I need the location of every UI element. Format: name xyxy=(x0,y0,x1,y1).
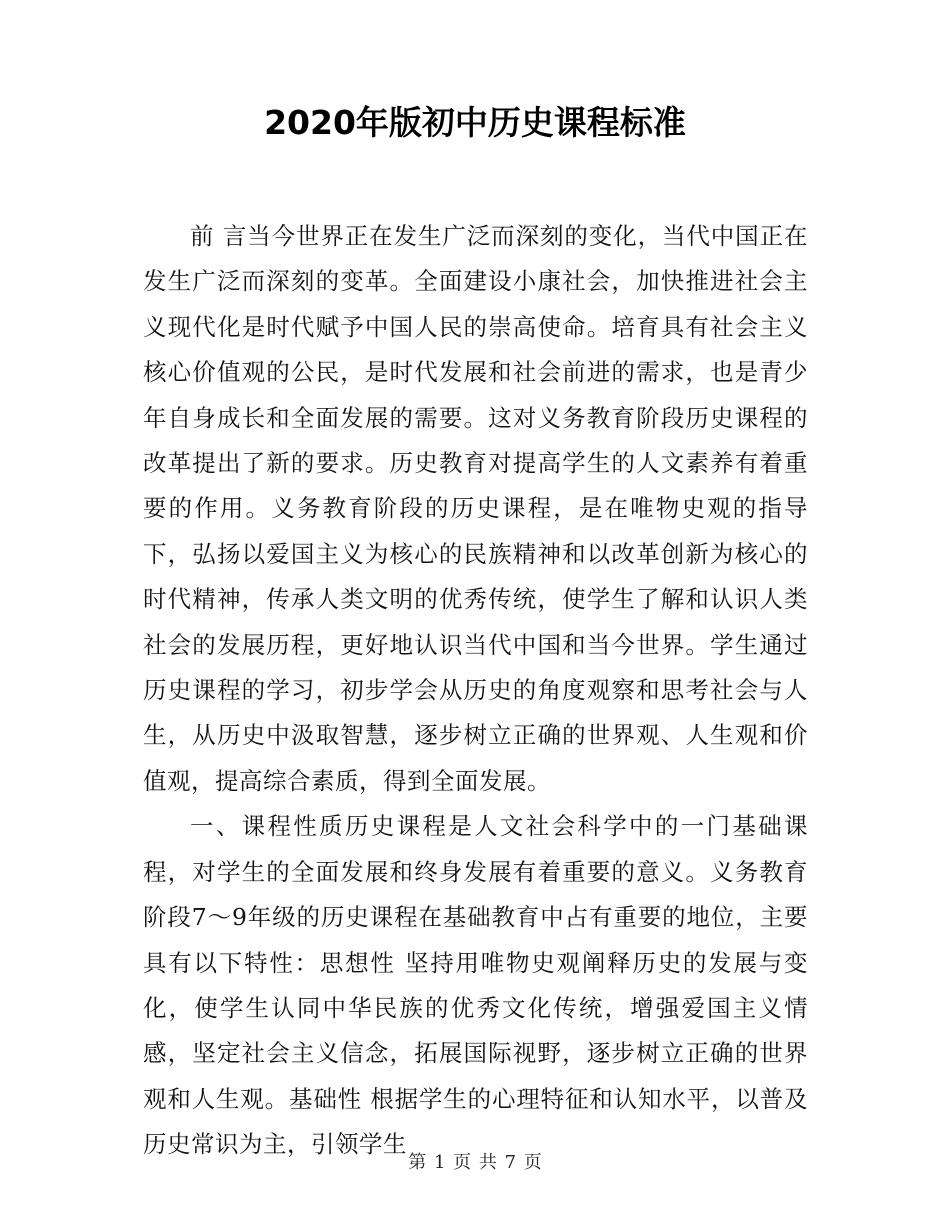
paragraph-course-nature: 一、课程性质历史课程是人文社会科学中的一门基础课程，对学生的全面发展和终身发展有着重要的意义。义务教育阶段7～9年级的历史课程在基础教育中占有重要的地位，主要具有以下特性：思想性 坚持用唯物史观阐释历史的发展与变化，使学生认同中华民族的优秀文化传统，增强爱国主义情感，坚定社会主义信念，拓展国际视野，逐步树立正确的世界观和人生观。基础性 根据学生的心理特征和认知水平，以普及历史常识为主，引领学生 xyxy=(143,812,808,1159)
document-body xyxy=(143,214,808,1168)
document-title: 2020年版初中历史课程标准 xyxy=(264,103,686,142)
page-number-footer: 第 1 页 共 7 页 xyxy=(408,1152,542,1173)
paragraph-preface: 前 言当今世界正在发生广泛而深刻的变化，当代中国正在发生广泛而深刻的变革。全面建设小康社会，加快推进社会主义现代化是时代赋予中国人民的崇高使命。培育具有社会主义核心价值观的公民，是时代发展和社会前进的需求，也是青少年自身成长和全面发展的需要。这对义务教育阶段历史课程的改革提出了新的要求。历史教育对提高学生的人文素养有着重要的作用。义务教育阶段的历史课程，是在唯物史观的指导下，弘扬以爱国主义为核心的民族精神和以改革创新为核心的时代精神，传承人类文明的优秀传统，使学生了解和认识人类社会的发展历程，更好地认识当代中国和当今世界。学生通过历史课程的学习，初步学会从历史的角度观察和思考社会与人生，从历史中汲取智慧，逐步树立正确的世界观、人生观和价值观，提高综合素质，得到全面发展。 xyxy=(143,222,808,795)
